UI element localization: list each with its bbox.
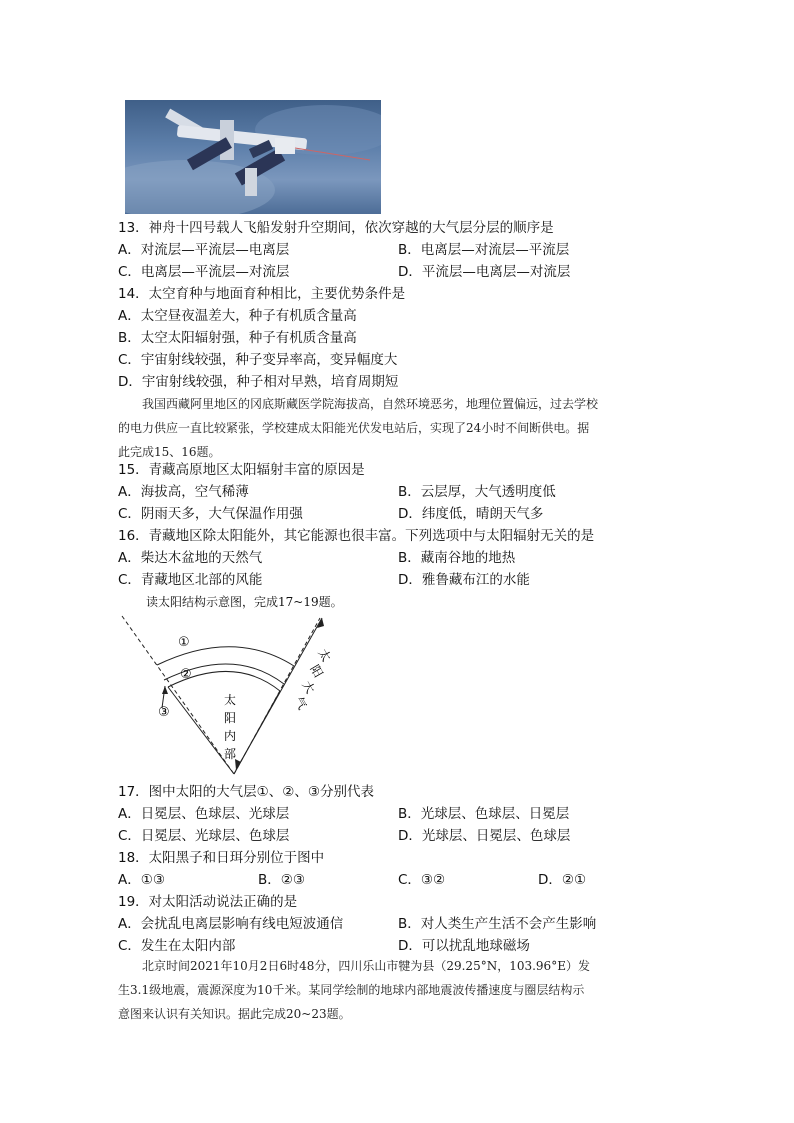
question-17-stem: 17．图中太阳的大气层①、②、③分别代表 [118, 784, 374, 800]
question-16-option-d: D．雅鲁藏布江的水能 [398, 572, 530, 588]
question-16-stem: 16．青藏地区除太阳能外，其它能源也很丰富。下列选项中与太阳辐射无关的是 [118, 528, 595, 544]
question-13-option-c: C．电离层—平流层—对流层 [118, 264, 290, 280]
question-17-option-a: A．日冕层、色球层、光球层 [118, 806, 290, 822]
passage-3-line-3: 意图来认识有关知识。据此完成20~23题。 [118, 1007, 351, 1021]
question-15-option-c: C．阴雨天多，大气保温作用强 [118, 506, 303, 522]
question-16-option-a: A．柴达木盆地的天然气 [118, 550, 263, 566]
passage-1-line-2: 的电力供应一直比较紧张，学校建成太阳能光伏发电站后，实现了24小时不间断供电。据 [118, 421, 590, 435]
question-13-option-a: A．对流层—平流层—电离层 [118, 242, 290, 258]
question-14-option-b: B．太空太阳辐射强，种子有机质含量高 [118, 330, 357, 346]
passage-3-line-2: 生3.1级地震，震源深度为10千米。某同学绘制的地球内部地震波传播速度与圈层结构示 [118, 983, 585, 997]
question-18-option-a: A．①③ [118, 872, 165, 888]
question-15-option-b: B．云层厚，大气透明度低 [398, 484, 556, 500]
question-17-option-b: B．光球层、色球层、日冕层 [398, 806, 570, 822]
question-18-option-c: C．③② [398, 872, 446, 888]
atmosphere-char-4: 气 [291, 694, 310, 712]
question-15-option-a: A．海拔高，空气稀薄 [118, 484, 249, 500]
interior-char-2: 阳 [224, 711, 237, 725]
passage-solar-school [118, 392, 678, 464]
question-14-option-d: D．宇宙射线较强，种子相对早熟，培育周期短 [118, 374, 399, 390]
question-17-option-d: D．光球层、日冕层、色球层 [398, 828, 571, 844]
question-19-option-a: A．会扰乱电离层影响有线电短波通信 [118, 916, 344, 932]
question-13-stem: 13．神舟十四号载人飞船发射升空期间，依次穿越的大气层分层的顺序是 [118, 220, 554, 236]
question-16-option-c: C．青藏地区北部的风能 [118, 572, 263, 588]
passage-1-line-3: 此完成15、16题。 [118, 445, 221, 459]
question-14-option-c: C．宇宙射线较强，种子变异率高，变异幅度大 [118, 352, 398, 368]
atmosphere-char-2: 阳 [307, 662, 326, 680]
question-18-option-d: D．②① [538, 872, 587, 888]
question-19-option-c: C．发生在太阳内部 [118, 938, 236, 954]
sun-structure-diagram [112, 612, 342, 782]
question-14-stem: 14．太空育种与地面育种相比，主要优势条件是 [118, 286, 406, 302]
layer-label-2: ② [180, 667, 192, 682]
passage-1-line-1: 我国西藏阿里地区的冈底斯藏医学院海拔高，自然环境恶劣，地理位置偏远，过去学校 [142, 397, 599, 411]
interior-char-1: 太 [224, 693, 237, 707]
layer-label-3: ③ [158, 705, 170, 720]
question-19-stem: 19．对太阳活动说法正确的是 [118, 894, 298, 910]
space-station-photo [125, 100, 381, 214]
layer-label-1: ① [178, 635, 190, 650]
question-17-option-c: C．日冕层、光球层、色球层 [118, 828, 290, 844]
question-18-stem: 18．太阳黑子和日珥分别位于图中 [118, 850, 325, 866]
question-13-option-b: B．电离层—对流层—平流层 [398, 242, 570, 258]
interior-char-3: 内 [224, 729, 237, 743]
question-19-option-b: B．对人类生产生活不会产生影响 [398, 916, 597, 932]
passage-3-line-1: 北京时间2021年10月2日6时48分，四川乐山市犍为县（29.25°N，103.96°E）发 [142, 959, 590, 973]
interior-char-4: 部 [224, 747, 237, 761]
question-15-option-d: D．纬度低，晴朗天气多 [398, 506, 544, 522]
question-18-option-b: B．②③ [258, 872, 305, 888]
question-15-stem: 15．青藏高原地区太阳辐射丰富的原因是 [118, 462, 365, 478]
atmosphere-char-3: 大 [299, 678, 318, 696]
passage-solar-structure: 读太阳结构示意图，完成17~19题。 [146, 595, 343, 609]
question-16-option-b: B．藏南谷地的地热 [398, 550, 516, 566]
question-13-option-d: D．平流层—电离层—对流层 [398, 264, 571, 280]
passage-earthquake [118, 954, 678, 1026]
atmosphere-char-1: 太 [315, 646, 334, 664]
question-19-option-d: D．可以扰乱地球磁场 [398, 938, 530, 954]
question-14-option-a: A．太空昼夜温差大，种子有机质含量高 [118, 308, 357, 324]
